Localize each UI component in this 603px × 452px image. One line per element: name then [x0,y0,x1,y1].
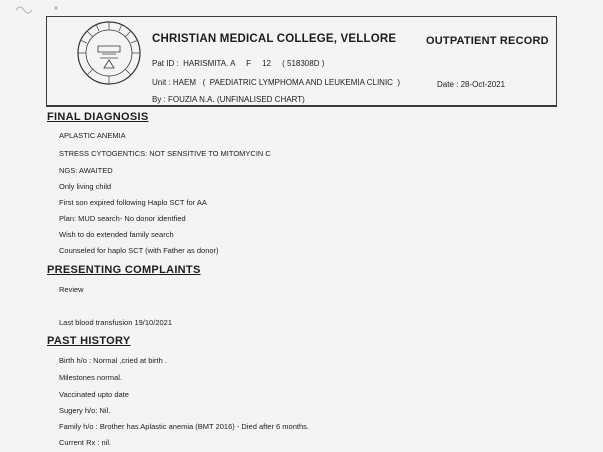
header-divider [46,106,557,107]
history-line: Current Rx : nil. [59,438,112,447]
history-line: Vaccinated upto date [59,390,129,399]
diagnosis-line: First son expired following Haplo SCT for AA [59,198,207,207]
pen-mark [14,2,74,16]
history-line: Birth h/o : Normal ,cried at birth . [59,356,167,365]
diagnosis-line: Counseled for haplo SCT (with Father as donor) [59,246,219,255]
diagnosis-line: APLASTIC ANEMIA [59,131,126,140]
record-type: OUTPATIENT RECORD [426,35,549,47]
recorded-by: By : FOUZIA N.A. (UNFINALISED CHART) [152,95,305,104]
diagnosis-line: Plan: MUD search- No donor identfied [59,214,186,223]
diagnosis-line: NGS: AWAITED [59,166,113,175]
complaint-line: Last blood transfusion 19/10/2021 [59,318,173,327]
record-date: Date : 28-Oct-2021 [437,80,506,89]
past-history-heading: PAST HISTORY [47,335,131,347]
history-line: Sugery h/o: Nil. [59,406,111,415]
history-line: Milestones normal. [59,373,122,382]
diagnosis-line: Only living child [59,182,112,191]
patient-id-line: Pat ID : HARISMITA. A F 12 ( 518308D ) [152,59,325,68]
college-seal-icon [76,20,142,86]
complaint-line: Review [59,285,84,294]
institution-name: CHRISTIAN MEDICAL COLLEGE, VELLORE [152,33,397,45]
presenting-complaints-heading: PRESENTING COMPLAINTS [47,264,201,276]
unit-line: Unit : HAEM ( PAEDIATRIC LYMPHOMA AND LEUKEMIA CLINIC ) [152,78,401,87]
history-line: Family h/o : Brother has Aplastic anemia (BMT 2016) - Died after 6 months. [59,422,309,431]
diagnosis-line: STRESS CYTOGENTICS: NOT SENSITIVE TO MITOMYCIN C [59,149,271,158]
final-diagnosis-heading: FINAL DIAGNOSIS [47,111,149,123]
diagnosis-line: Wish to do extended family search [59,230,174,239]
